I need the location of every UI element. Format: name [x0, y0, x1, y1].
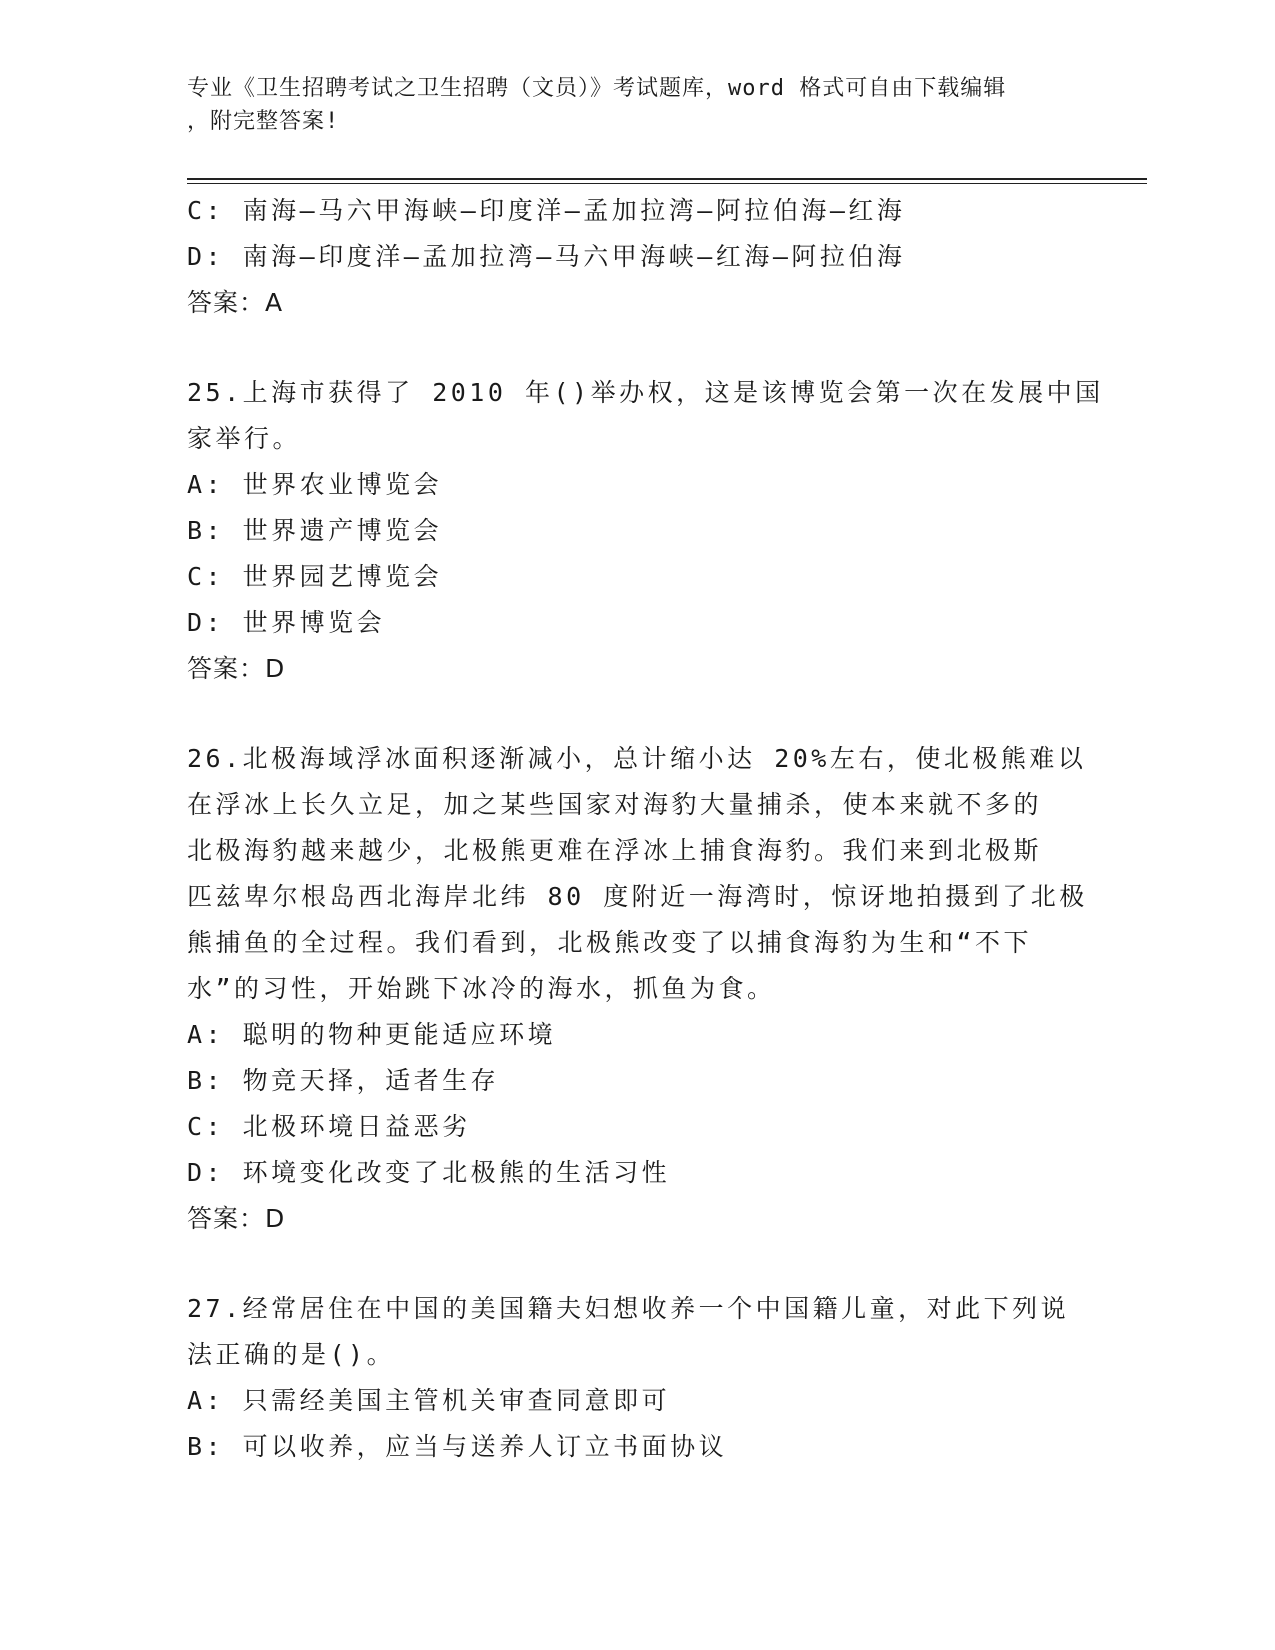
option-c: C: 南海—马六甲海峡—印度洋—孟加拉湾—阿拉伯海—红海: [187, 196, 906, 225]
question-text-line: 法正确的是()。: [187, 1340, 396, 1369]
option-a: A: 世界农业博览会: [187, 470, 443, 499]
header-line-2: ，附完整答案!: [187, 109, 340, 134]
question-text-line: 北极海豹越来越少，北极熊更难在浮冰上捕食海豹。我们来到北极斯: [187, 836, 1043, 865]
option-c: C: 世界园艺博览会: [187, 562, 443, 591]
question-text-line: 水”的习性，开始跳下冰冷的海水，抓鱼为食。: [187, 974, 776, 1003]
question-text-line: 27.经常居住在中国的美国籍夫妇想收养一个中国籍儿童，对此下列说: [187, 1294, 1070, 1323]
option-d: D: 环境变化改变了北极熊的生活习性: [187, 1158, 671, 1187]
answer-line: 答案：A: [187, 288, 284, 317]
document-header: [187, 72, 1067, 138]
option-a: A: 聪明的物种更能适应环境: [187, 1020, 557, 1049]
header-divider-thick: [187, 178, 1147, 180]
option-c: C: 北极环境日益恶劣: [187, 1112, 471, 1141]
question-text-line: 在浮冰上长久立足，加之某些国家对海豹大量捕杀，使本来就不多的: [187, 790, 1043, 819]
question-25: [187, 370, 1104, 692]
option-a: A: 只需经美国主管机关审查同意即可: [187, 1386, 671, 1415]
header-divider-thin: [187, 183, 1147, 184]
question-text-line: 家举行。: [187, 424, 302, 453]
header-line-1: 专业《卫生招聘考试之卫生招聘（文员）》考试题库，word 格式可自由下载编辑: [187, 76, 1007, 101]
option-d: D: 世界博览会: [187, 608, 386, 637]
option-d: D: 南海—印度洋—孟加拉湾—马六甲海峡—红海—阿拉伯海: [187, 242, 906, 271]
question-text-line: 匹兹卑尔根岛西北海岸北纬 80 度附近一海湾时，惊讶地拍摄到了北极: [187, 882, 1088, 911]
option-b: B: 世界遗产博览会: [187, 516, 443, 545]
question-content: [187, 188, 1104, 1470]
question-26: [187, 736, 1087, 1242]
question-text-line: 熊捕鱼的全过程。我们看到，北极熊改变了以捕食海豹为生和“不下: [187, 928, 1033, 957]
question-27: [187, 1286, 1087, 1470]
answer-line: 答案：D: [187, 1204, 286, 1233]
option-b: B: 可以收养，应当与送养人订立书面协议: [187, 1432, 728, 1461]
question-text-line: 26.北极海域浮冰面积逐渐减小，总计缩小达 20%左右，使北极熊难以: [187, 744, 1087, 773]
question-text-line: 25.上海市获得了 2010 年()举办权，这是该博览会第一次在发展中国: [187, 378, 1104, 407]
answer-line: 答案：D: [187, 654, 286, 683]
option-b: B: 物竞天择，适者生存: [187, 1066, 500, 1095]
